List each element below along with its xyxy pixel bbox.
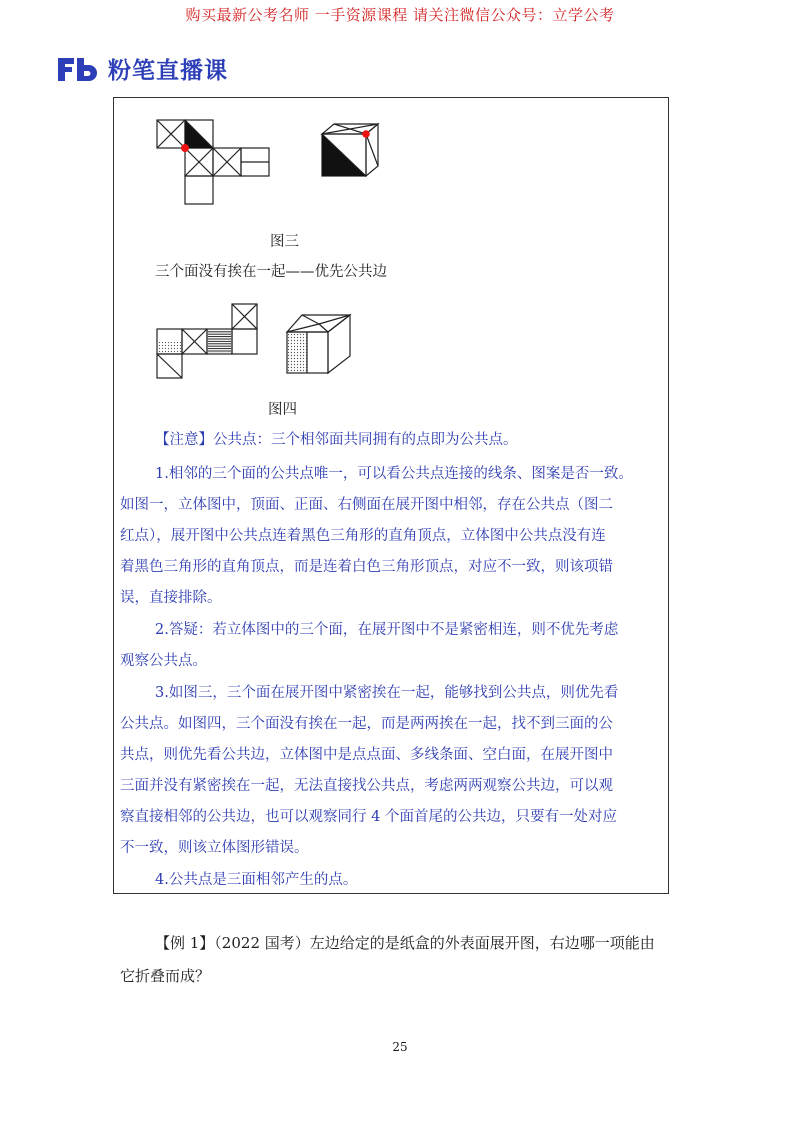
fenbi-logo-icon [56, 54, 102, 84]
figure3-subtitle: 三个面没有挨在一起——优先公共边 [155, 264, 387, 280]
figure4-net [155, 302, 261, 380]
note-line-1: 1.相邻的三个面的公共点唯一，可以看公共点连接的线条、图案是否一致。 [155, 466, 633, 482]
note-heading [155, 428, 518, 449]
note-line-2: 如图一，立体图中，顶面、正面、右侧面在展开图中相邻，存在公共点（图二 [120, 497, 613, 513]
example-question-line1: 【例 1】（2022 国考）左边给定的是纸盒的外表面展开图，右边哪一项能由 [155, 934, 655, 952]
note-line-8: 3.如图三，三个面在展开图中紧密挨在一起，能够找到公共点，则优先看 [155, 685, 619, 701]
note-line-4: 着黑色三角形的直角顶点，而是连着白色三角形顶点，对应不一致，则该项错 [120, 559, 613, 575]
example-question-line2: 它折叠而成？ [120, 967, 211, 985]
note-line-6: 2.答疑：若立体图中的三个面，在展开图中不是紧密相连，则不优先考虑 [155, 622, 619, 638]
note-line-10: 共点，则优先看公共边，立体图中是点点面、多线条面、空白面，在展开图中 [120, 747, 613, 763]
note-text: 公共点：三个相邻面共同拥有的点即为公共点。 [213, 432, 518, 448]
note-line-12: 察直接相邻的公共边，也可以观察同行 4 个面首尾的公共边，只要有一处对应 [120, 809, 617, 825]
note-line-7: 观察公共点。 [120, 653, 207, 669]
fenbi-logo [56, 52, 228, 85]
page-number: 25 [392, 1040, 408, 1054]
figure4-cube [284, 312, 354, 376]
note-line-14: 4.公共点是三面相邻产生的点。 [155, 872, 358, 888]
logo-text: 粉笔直播课 [108, 58, 228, 84]
note-line-3: 红点），展开图中公共点连着黑色三角形的直角顶点，立体图中公共点没有连 [120, 528, 606, 544]
figure3-caption: 图三 [270, 234, 299, 250]
note-line-11: 三面并没有紧密挨在一起，无法直接找公共点，考虑两两观察公共边，可以观 [120, 778, 613, 794]
note-tag: 【注意】 [155, 432, 213, 448]
figure3-net [155, 118, 271, 206]
header-banner: 购买最新公考名师 一手资源课程 请关注微信公众号：立学公考 [185, 6, 615, 24]
figure3-cube [320, 122, 382, 178]
note-line-5: 误，直接排除。 [120, 590, 222, 606]
figure4-caption: 图四 [268, 402, 297, 418]
note-line-13: 不一致，则该立体图形错误。 [120, 840, 309, 856]
note-line-9: 公共点。如图四，三个面没有挨在一起，而是两两挨在一起，找不到三面的公 [120, 716, 613, 732]
